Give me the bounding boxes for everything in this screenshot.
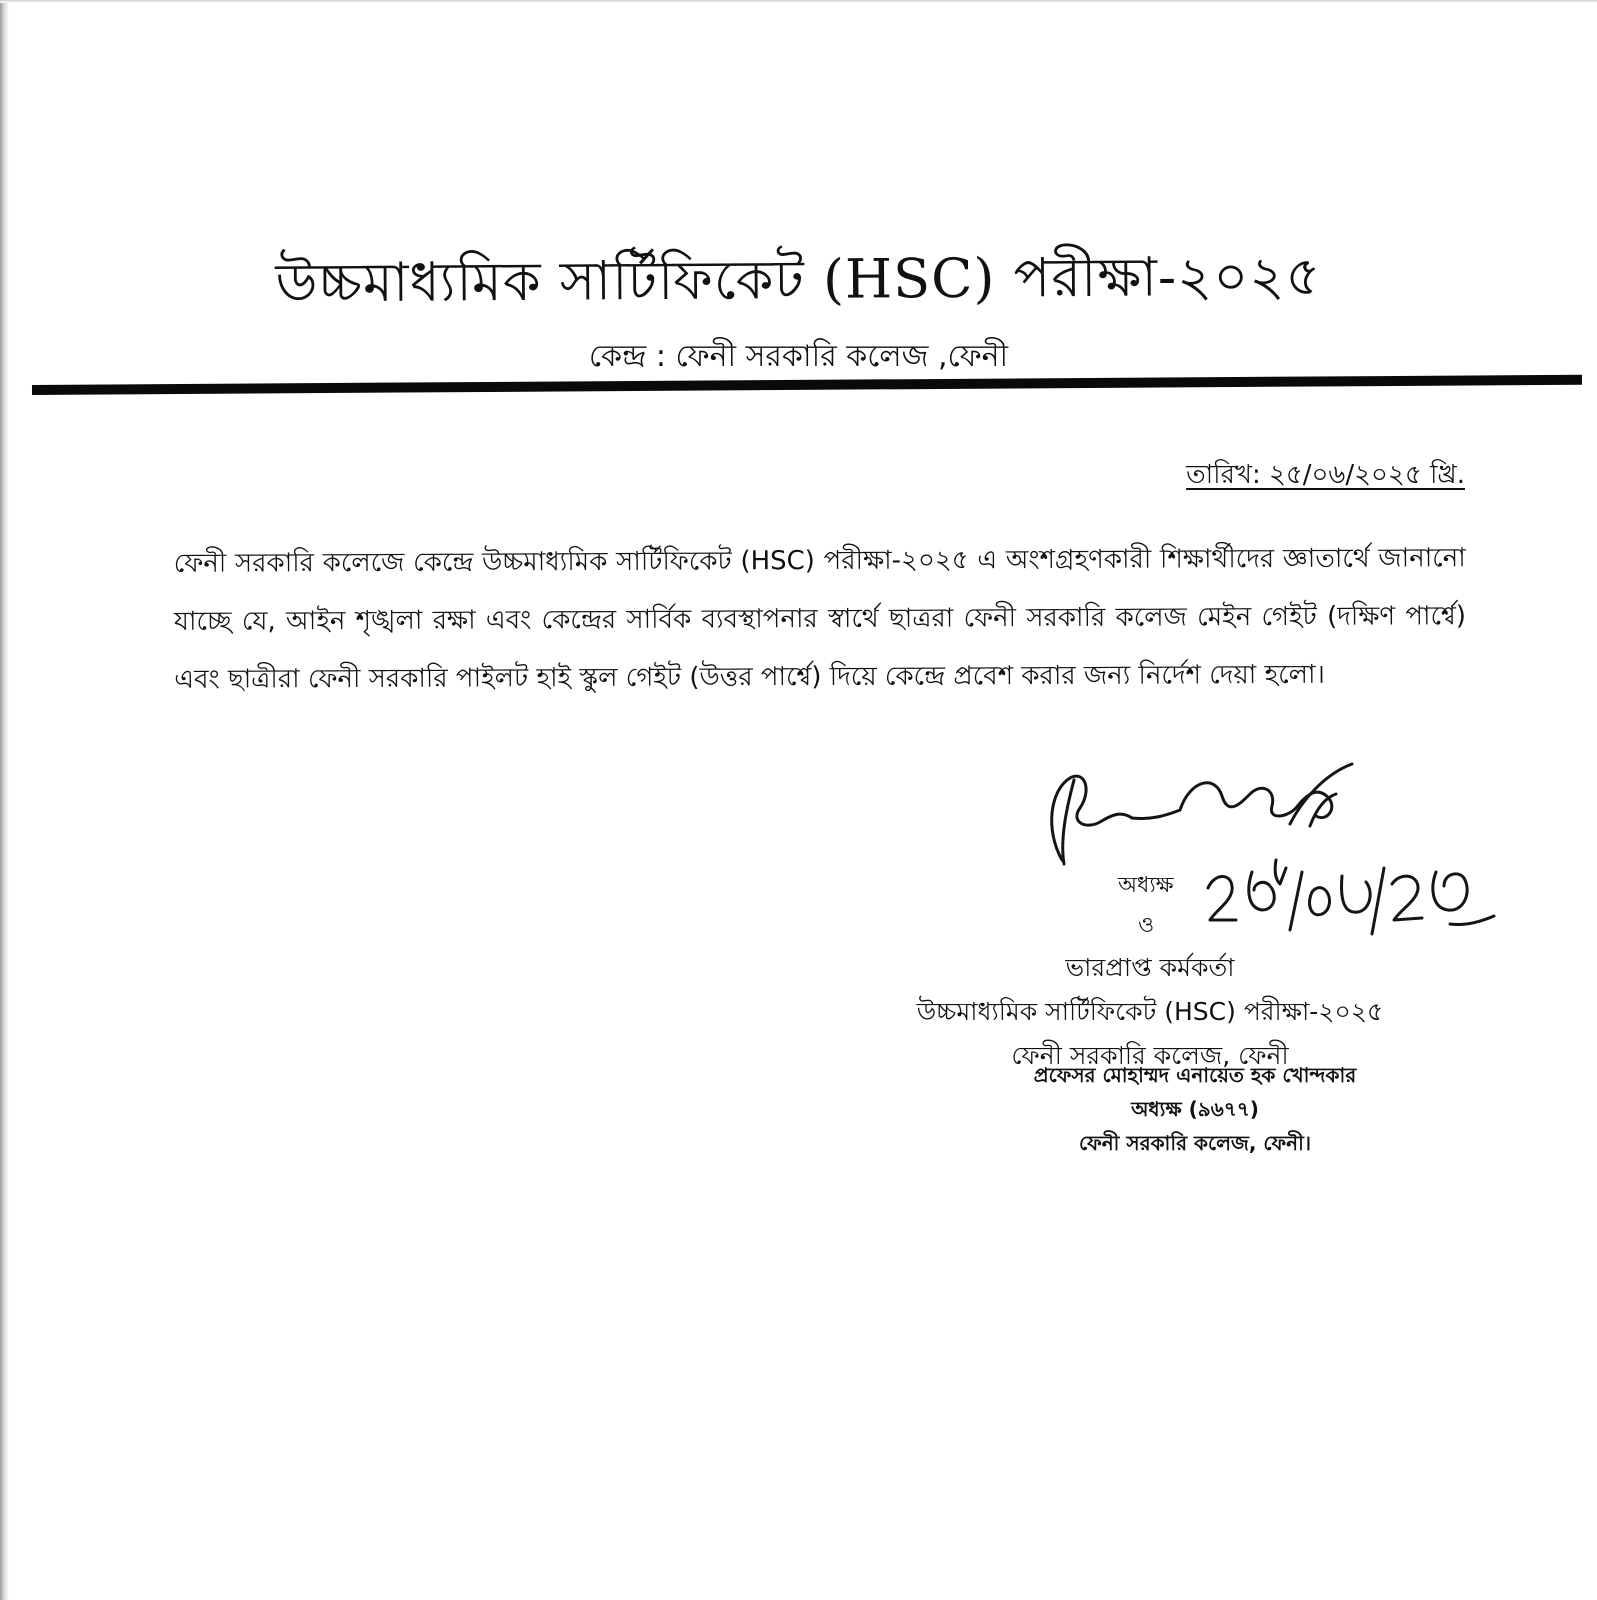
notice-body-paragraph: ফেনী সরকারি কলেজে কেন্দ্রে উচ্চমাধ্যমিক সার্টিফিকেট (HSC) পরীক্ষা-২০২৫ এ অংশগ্রহণকারী শিক্ষার্থীদের জ্ঞাতার্থে জানানো যাচ্ছে যে, আইন শৃঙ্খলা রক্ষা এবং কেন্দ্রের সার্বিক ব্যবস্থাপনার স্বার্থে ছাত্ররা ফেনী সরকারি কলেজ মেইন গেইট (দক্ষিণ পার্শ্বে) এবং ছাত্রীরা ফেনী সরকারি পাইলট হাই স্কুল গেইট (উত্তর পার্শ্বে) দিয়ে কেন্দ্রে প্রবেশ করার জন্য নির্দেশ দেয়া হলো। xyxy=(173,543,1467,695)
exam-centre-line: কেন্দ্র : ফেনী সরকারি কলেজ ,ফেনী xyxy=(588,339,1009,374)
signatory-role-officer: ভারপ্রাপ্ত কর্মকর্তা xyxy=(1065,953,1235,982)
seal-institution: ফেনী সরকারি কলেজ, ফেনী। xyxy=(1079,1131,1311,1155)
signature-drawing xyxy=(1040,745,1560,960)
scan-edge-top xyxy=(0,0,1597,3)
seal-title: অধ্যক্ষ (৯৬৭৭) xyxy=(1131,1097,1259,1121)
role-principal: অধ্যক্ষ xyxy=(1118,873,1174,898)
handwritten-signature xyxy=(1040,745,1560,960)
scan-edge-left xyxy=(0,0,9,1600)
seal-name: প্রফেসর মোহাম্মদ এনায়েত হক খোন্দকার xyxy=(1033,1063,1357,1087)
role-conjunction: ও xyxy=(1138,913,1155,938)
notice-date: তারিখ: ২৫/০৬/২০২৫ খ্রি. xyxy=(1186,460,1465,490)
official-seal xyxy=(1000,1058,1390,1160)
notice-title: উচ্চমাধ্যমিক সার্টিফিকেট (HSC) পরীক্ষা-২০২৫ xyxy=(275,244,1322,315)
handwritten-date-text: ২৫/০৬/২৫ xyxy=(1040,745,1114,764)
signatory-exam: উচ্চমাধ্যমিক সার্টিফিকেট (HSC) পরীক্ষা-২০২৫ xyxy=(916,997,1384,1026)
signatory-institution: ফেনী সরকারি কলেজ, ফেনী xyxy=(1011,1041,1289,1070)
